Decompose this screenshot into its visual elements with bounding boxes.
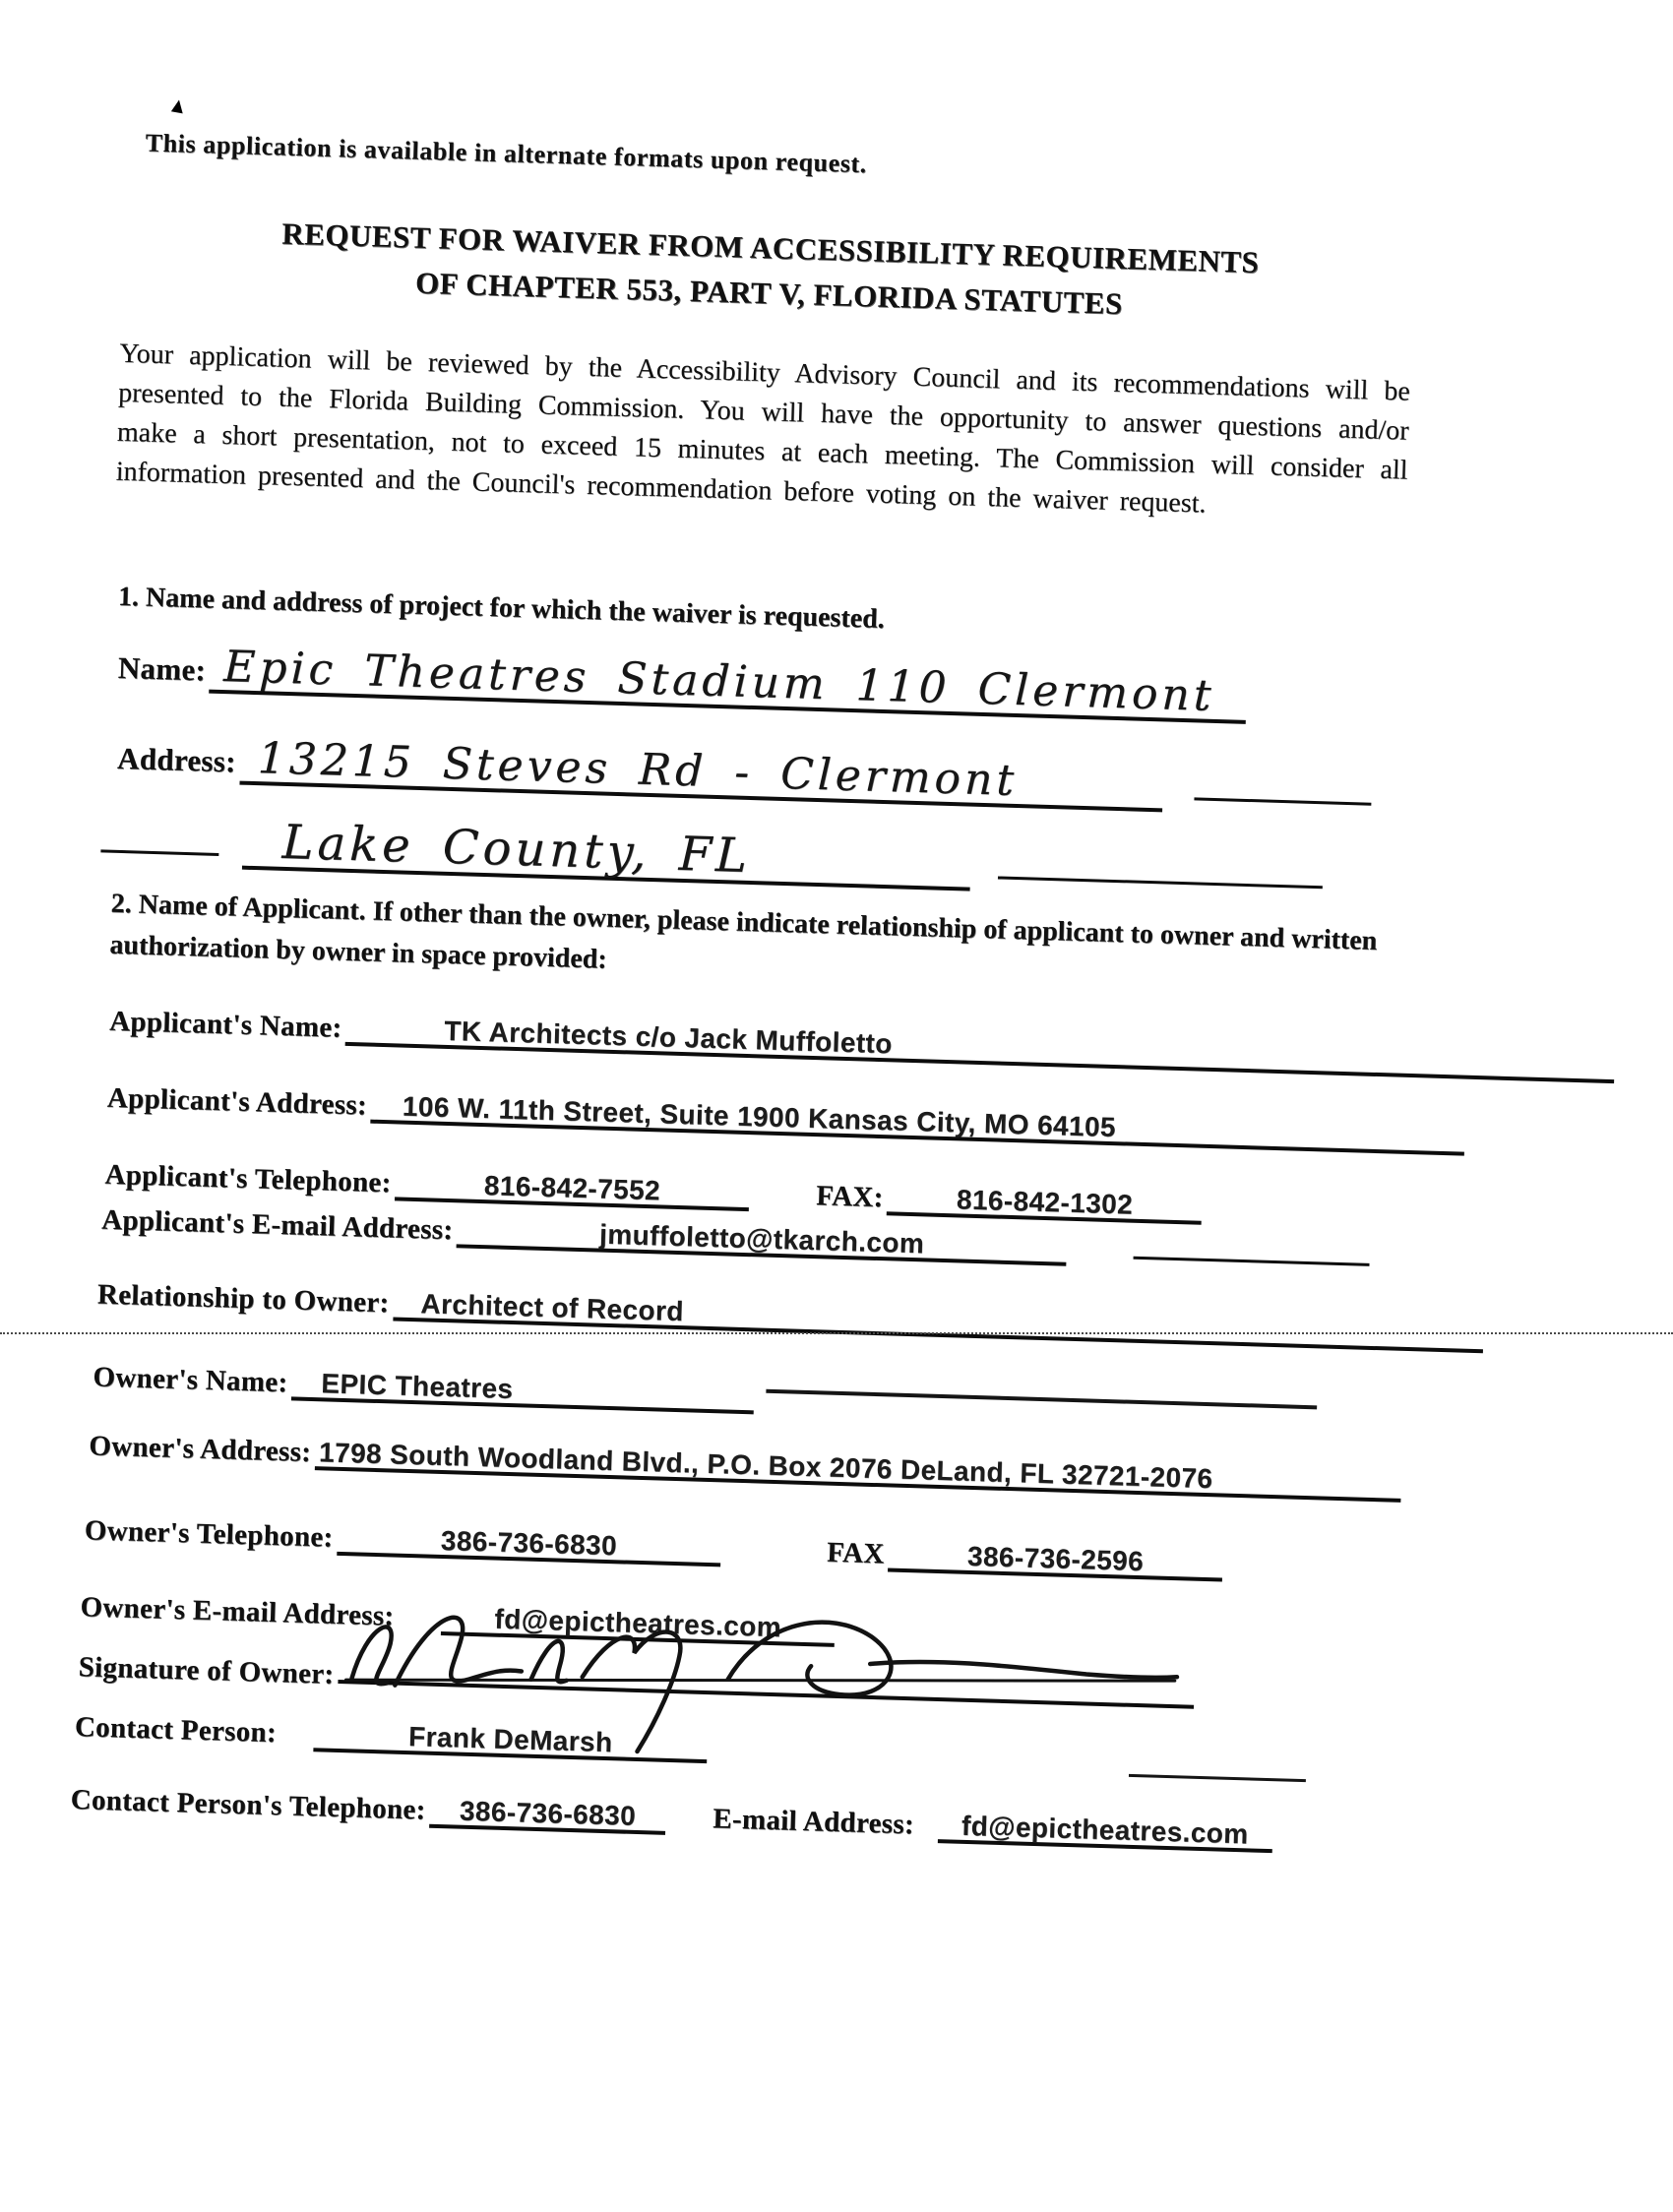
applicant-address-label: Applicant's Address: (106, 1081, 368, 1122)
project-address-line-extra (1194, 797, 1371, 805)
owner-fax-line (888, 1539, 1223, 1581)
owner-name-line (291, 1368, 755, 1414)
contact-person-row (74, 1711, 708, 1763)
owner-address-label: Owner's Address: (88, 1430, 312, 1469)
owner-name-row (93, 1361, 755, 1414)
owner-signature-line (338, 1640, 1195, 1709)
owner-telephone-value: 386-736-6830 (440, 1524, 618, 1562)
applicant-email-value: jmuffoletto@tkarch.com (598, 1218, 925, 1260)
owner-telephone-label: Owner's Telephone: (84, 1514, 335, 1554)
owner-email-label: Owner's E-mail Address: (80, 1591, 395, 1632)
owner-address-value: 1798 South Woodland Blvd., P.O. Box 2076 DeLand, FL 32721-2076 (318, 1437, 1213, 1495)
contact-telephone-label: Contact Person's Telephone: (70, 1783, 427, 1826)
project-address-row (116, 732, 1372, 819)
project-address-line2-extra (998, 876, 1323, 889)
relationship-value: Architect of Record (420, 1288, 685, 1327)
form-title (129, 207, 1410, 336)
contact-person-value: Frank DeMarsh (407, 1721, 613, 1758)
contact-email-value: fd@epictheatres.com (960, 1810, 1250, 1850)
owner-signature-label: Signature of Owner: (78, 1651, 335, 1690)
project-address-label: Address: (116, 740, 237, 779)
project-name-label: Name: (117, 649, 207, 688)
intro-paragraph: Your application will be reviewed by the Accessibility Advisory Council and its recommendations will be presented to the Florida Building Commission. You will have the opportunity to answer questions and/or make a short presentation, not to exceed 15 minutes at each meeting. The Commission will consider all information presented and the Council's recommendation before voting on the waiver request. (115, 338, 1411, 520)
project-address-line (239, 733, 1163, 813)
scan-artifact-line (766, 1389, 1317, 1410)
applicant-name-label: Applicant's Name: (108, 1005, 342, 1044)
applicant-email-label: Applicant's E-mail Address: (100, 1203, 454, 1247)
owner-signature-scribble (338, 1640, 1195, 1705)
applicant-address-value: 106 W. 11th Street, Suite 1900 Kansas City, MO 64105 (402, 1090, 1117, 1143)
project-name-line (209, 642, 1247, 724)
relationship-line (393, 1288, 1484, 1353)
project-name-row (117, 642, 1247, 724)
project-address-value-line2: Lake County, FL (280, 814, 752, 885)
applicant-fax-line (887, 1183, 1203, 1225)
applicant-address-line (370, 1091, 1465, 1156)
relationship-row (96, 1279, 1483, 1354)
applicant-email-line (457, 1215, 1068, 1266)
section2-heading: 2. Name of Applicant. If other than the owner, please indicate relationship of applicant to owner and written authorization by owner in space provided: (109, 888, 1378, 975)
contact-person-label: Contact Person: (74, 1711, 278, 1750)
owner-fax-value: 386-736-2596 (966, 1540, 1145, 1577)
contact-telephone-value: 386-736-6830 (459, 1795, 637, 1831)
applicant-fax-value: 816-842-1302 (956, 1184, 1134, 1220)
relationship-label: Relationship to Owner: (96, 1278, 390, 1320)
applicant-email-line-extra (1134, 1257, 1370, 1266)
contact-telephone-row (70, 1784, 1272, 1854)
applicant-name-value: TK Architects c/o Jack Muffoletto (443, 1014, 894, 1060)
project-name-value: Epic Theatres Stadium 110 Clermont (222, 642, 1216, 721)
applicant-telephone-label: Applicant's Telephone: (104, 1158, 393, 1199)
contact-email-label: E-mail Address: (712, 1803, 915, 1841)
applicant-name-line (345, 1014, 1615, 1084)
project-address-line2-lead (100, 849, 218, 856)
applicant-address-row (106, 1082, 1465, 1156)
applicant-telephone-value: 816-842-7552 (483, 1170, 661, 1206)
project-address-value: 13215 Steves Rd - Clermont (257, 733, 1019, 807)
scan-artifact-mark (171, 98, 185, 113)
contact-telephone-line (429, 1796, 666, 1835)
owner-email-value: fd@epictheatres.com (494, 1603, 782, 1643)
section1-heading: 1. Name and address of project for which the waiver is requested. (117, 581, 886, 635)
section-divider-dotted-line (0, 1332, 1673, 1334)
owner-signature-row (78, 1632, 1195, 1717)
owner-fax-label: FAX (826, 1536, 886, 1570)
form-title-line1: REQUEST FOR WAIVER FROM ACCESSIBILITY REQUIREMENTS (280, 215, 1260, 280)
availability-note: This application is available in alternate formats upon request. (145, 128, 868, 179)
owner-name-label: Owner's Name: (93, 1361, 288, 1399)
applicant-telephone-line (395, 1168, 750, 1211)
owner-telephone-line (337, 1523, 721, 1567)
owner-address-row (89, 1430, 1401, 1503)
contact-person-line (313, 1719, 708, 1763)
project-address-line2 (242, 814, 971, 891)
owner-telephone-row (84, 1514, 1223, 1582)
applicant-fax-label: FAX: (815, 1180, 885, 1214)
owner-address-line (315, 1438, 1402, 1503)
scan-artifact-line (1129, 1774, 1306, 1782)
contact-email-line (937, 1811, 1272, 1853)
owner-name-value: EPIC Theatres (320, 1368, 514, 1405)
form-title-line2: OF CHAPTER 553, PART V, FLORIDA STATUTES (414, 265, 1124, 321)
owner-email-line (441, 1603, 836, 1647)
applicant-name-row (109, 1006, 1616, 1084)
